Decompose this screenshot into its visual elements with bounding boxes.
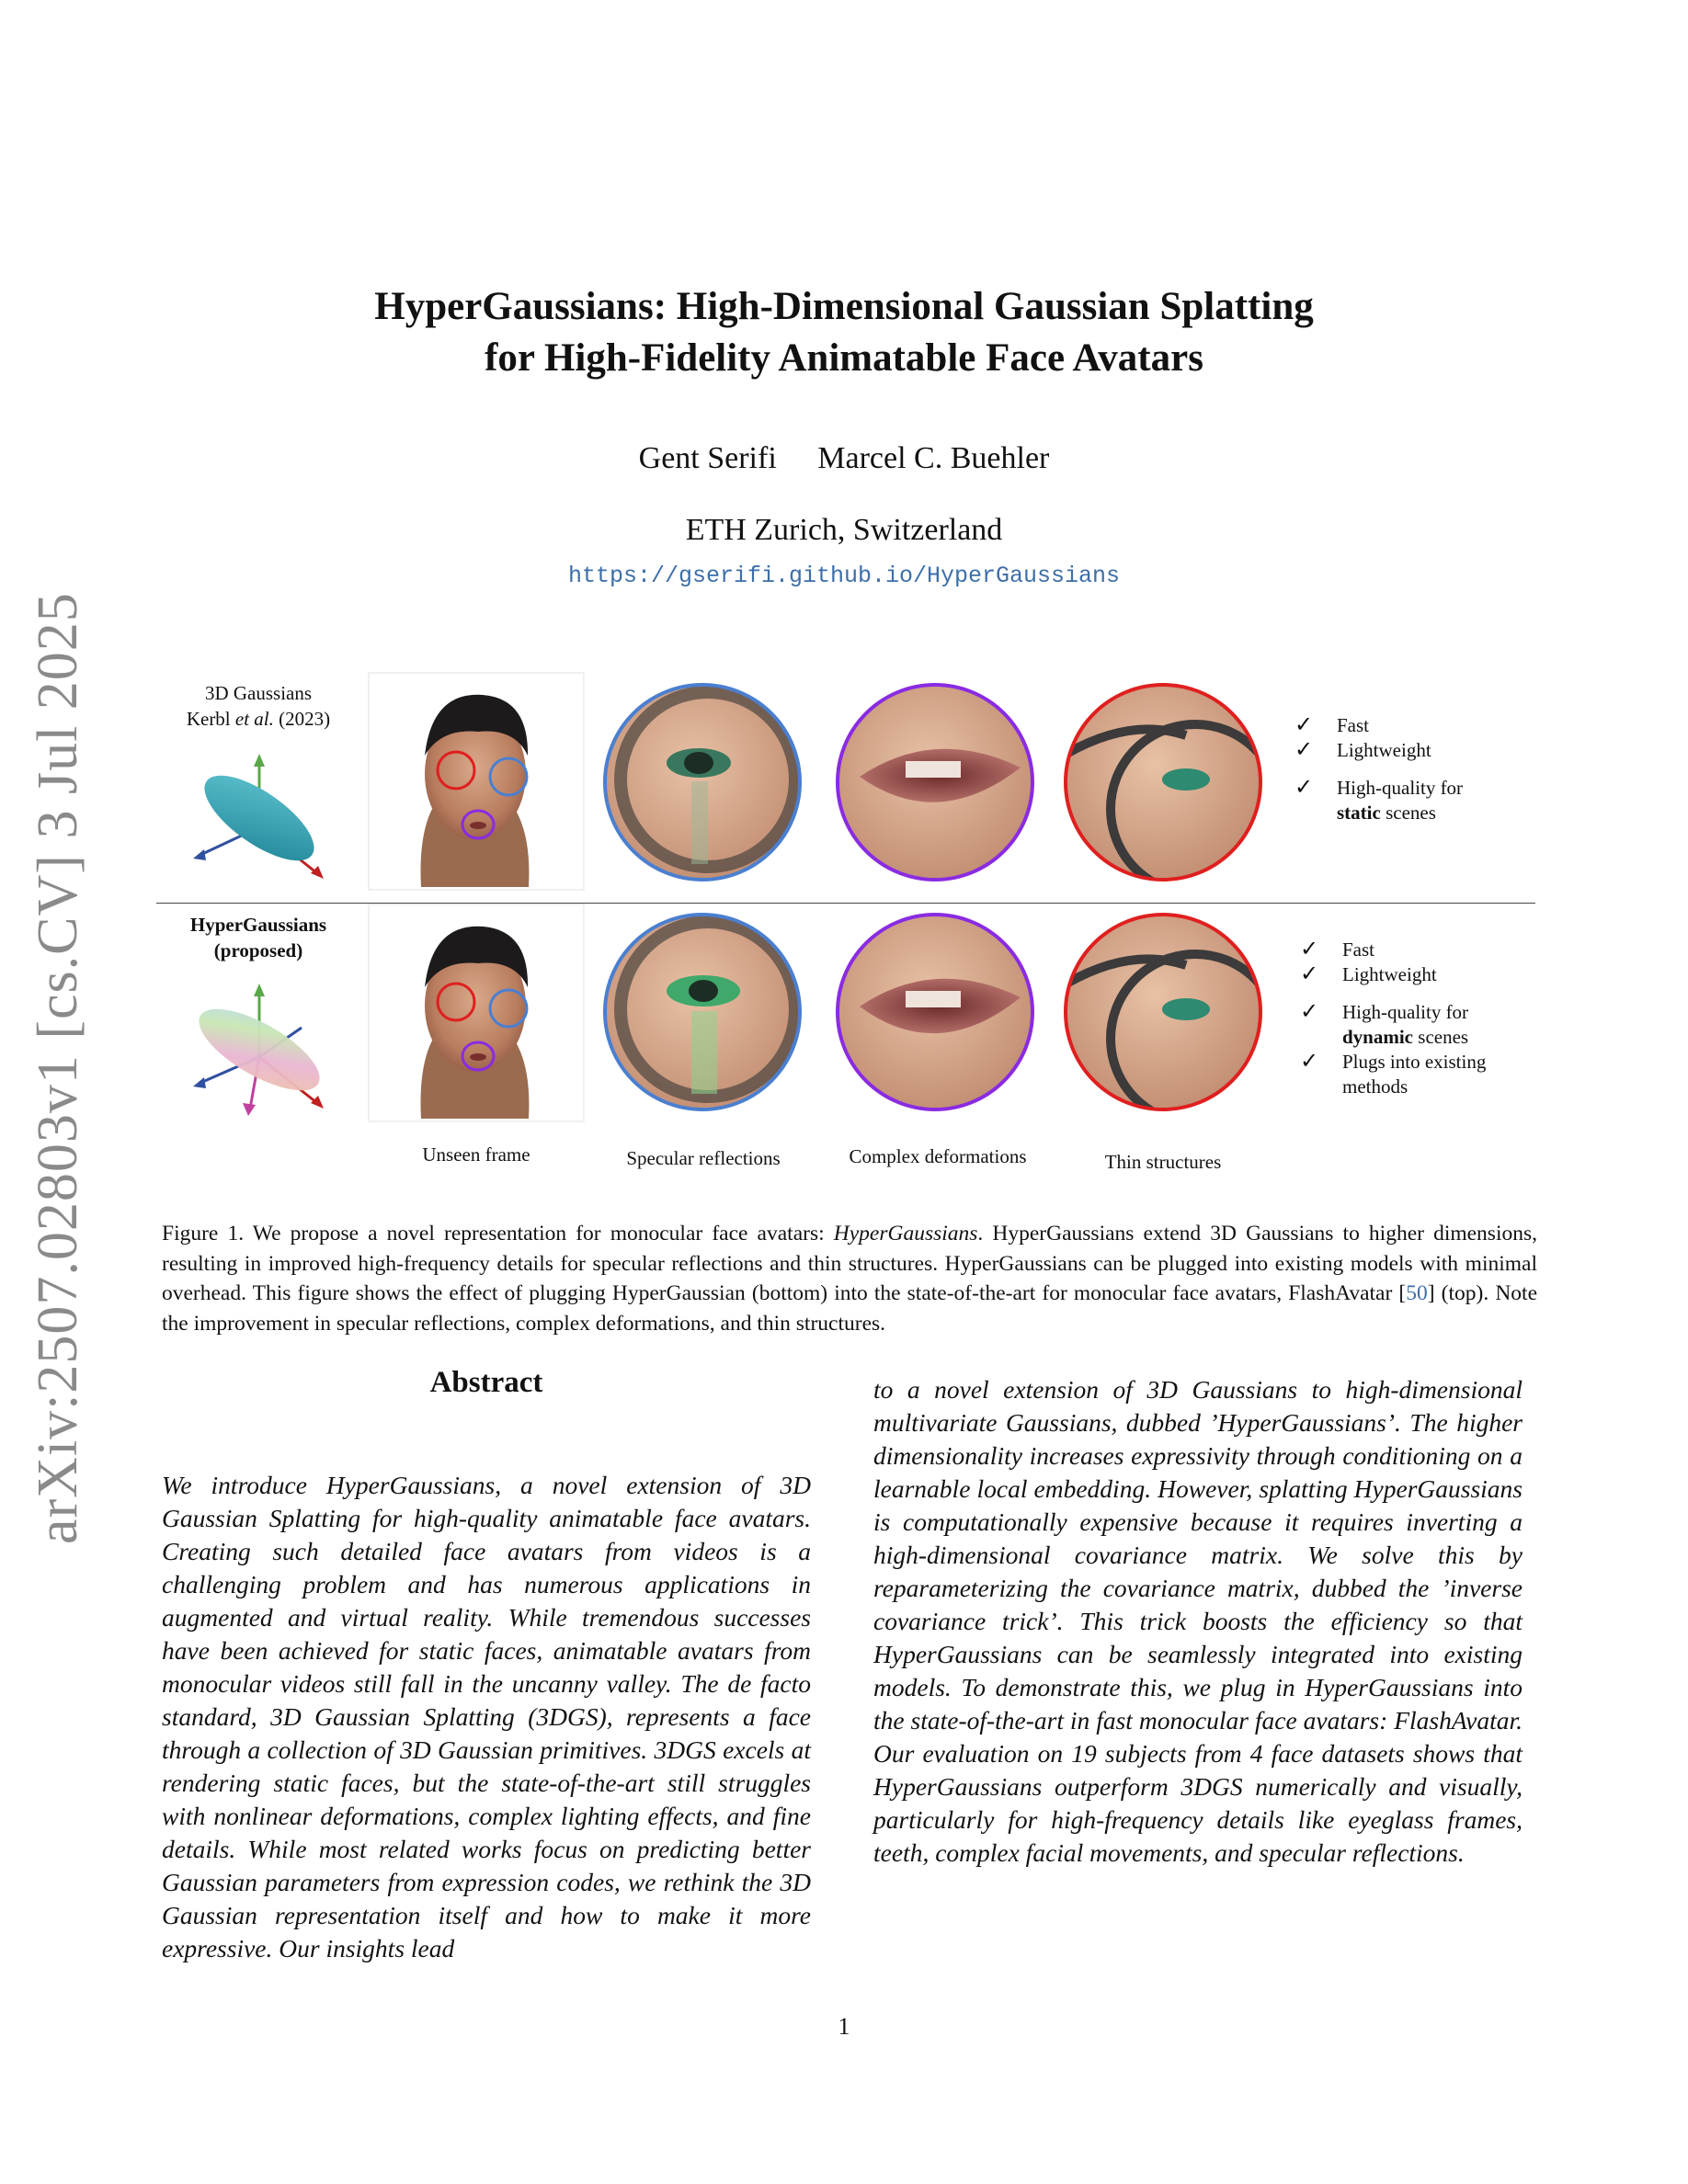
figure-row-separator (156, 903, 1535, 904)
column-label-deformations: Complex deformations (849, 1145, 1027, 1167)
hypergaussian-illustration (188, 984, 331, 1116)
zoom-thin-structures-bottom (1060, 910, 1280, 1123)
title-line-1: HyperGaussians: High-Dimensional Gaussian Splatting (374, 285, 1314, 328)
face-thumbnail-top (369, 673, 584, 890)
figure-caption: Figure 1. We propose a novel representation for monocular face avatars: HyperGaussians. HyperGaussians extend 3D Gaussians to higher dimensions, resulting in improved high-frequency details for specular reflections and thin structures. HyperGaussians can be plugged into existing models with minimal overhead. This figure shows the effect of plugging HyperGaussian (bottom) into the state-of-the-art for monocular face avatars, FlashAvatar [50] (top). Note the improvement in specular reflections, complex deformations, and thin structures. (162, 1222, 1538, 1336)
author-2: Marcel C. Buehler (817, 441, 1050, 475)
zoom-deformation-top (832, 680, 1044, 892)
column-label-thin-structures: Thin structures (1104, 1151, 1222, 1173)
column-label-unseen-frame: Unseen frame (422, 1143, 530, 1166)
gaussian-3d-illustration (192, 754, 327, 879)
page-number: 1 (838, 2013, 850, 2040)
top-checklist: ✓ Fast ✓ Lightweight ✓ High-quality for static scenes (1295, 713, 1464, 824)
abstract-heading: Abstract (429, 1366, 543, 1399)
bottom-checklist: ✓ Fast ✓ Lightweight ✓ High-quality for dynamic scenes ✓ Plugs into existing methods (1300, 938, 1487, 1098)
column-label-specular: Specular reflections (626, 1147, 781, 1169)
face-thumbnail-bottom (369, 904, 584, 1121)
affiliation: ETH Zurich, Switzerland (685, 513, 1003, 547)
label-3d-gaussians: 3D Gaussians Kerbl et al. (2023) (186, 682, 331, 730)
arxiv-identifier: arXiv:2507.02803v1 [cs.CV] 3 Jul 2025 (27, 592, 89, 1544)
abstract-right-column: to a novel extension of 3D Gaussians to high-dimensional multivariate Gaussians, dubbed ’HyperGaussians’. The higher dimensionality increases expressivity through conditioning on a learnable local embedding. However, splatting HyperGaussians is computationally expensive because it requires inverting a high-dimensional covariance matrix. We solve this by reparameterizing the covariance matrix, dubbed the ’inverse covariance trick’. This trick boosts the efficiency so that HyperGaussians can be seamlessly integrated into existing models. To demonstrate this, we plug in HyperGaussians into the state-of-the-art in fast monocular face avatars: FlashAvatar. Our evaluation on 19 subjects from 4 face datasets shows that HyperGaussians outperform 3DGS numerically and visually, particularly for high-frequency details like eyeglass frames, teeth, complex facial movements, and specular reflections. (873, 1375, 1523, 1867)
citation-link[interactable]: 50 (1406, 1281, 1428, 1305)
zoom-deformation-bottom (832, 910, 1044, 1121)
abstract-left-column: We introduce HyperGaussians, a novel extension of 3D Gaussian Splatting for high-quality animatable face avatars. Creating such detailed face avatars from videos is a challenging problem and has numerous applications in augmented and virtual reality. While tremendous successes have been achieved for static faces, animatable avatars from monocular videos still fall in the uncanny valley. The de facto standard, 3D Gaussian Splatting (3DGS), represents a face through a collection of 3D Gaussian primitives. 3DGS excels at rendering static faces, but the state-of-the-art still struggles with nonlinear deformations, complex lighting effects, and fine details. While most related works focus on predicting better Gaussian parameters from expression codes, we rethink the 3D Gaussian representation itself and how to make it more expressive. Our insights lead (162, 1471, 811, 1962)
zoom-thin-structures-top (1060, 680, 1280, 893)
zoom-specular-bottom (598, 910, 809, 1121)
project-url[interactable]: https://gserifi.github.io/HyperGaussians (567, 563, 1121, 589)
label-hypergaussians-proposed: HyperGaussians (proposed) (189, 914, 327, 961)
title-line-2: for High-Fidelity Animatable Face Avatars (485, 336, 1203, 380)
author-1: Gent Serifi (638, 441, 777, 475)
zoom-specular-top (598, 680, 809, 892)
